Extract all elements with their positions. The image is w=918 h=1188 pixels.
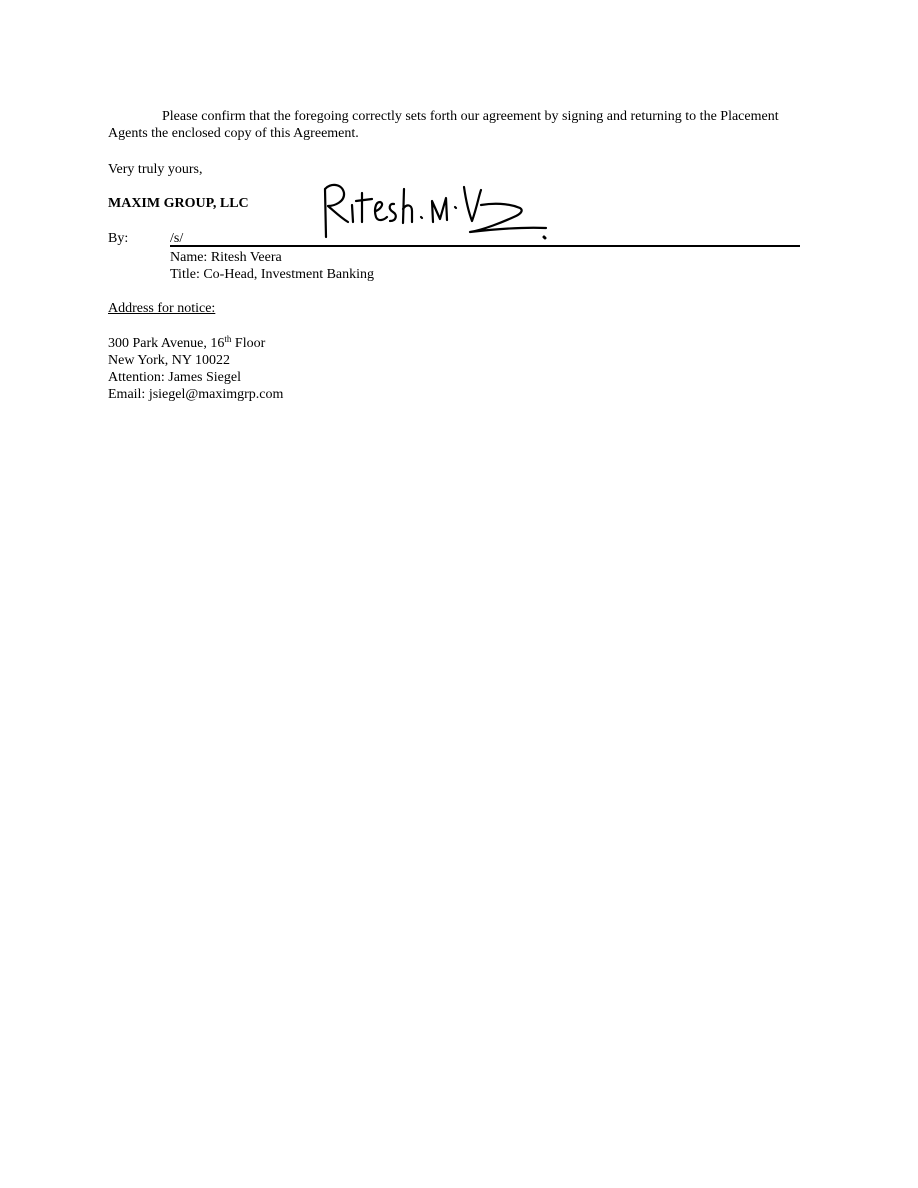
notice-street [108,335,265,352]
handwritten-signature [318,175,563,245]
notice-attention: Attention: James Siegel [108,370,241,385]
notice-street-suffix: Floor [231,336,266,351]
company-name: MAXIM GROUP, LLC [108,196,249,211]
notice-email: Email: jsiegel@maximgrp.com [108,387,284,402]
notice-city: New York, NY 10022 [108,353,230,368]
by-signature-value: /s/ [170,231,184,246]
signer-name: Name: Ritesh Veera [170,250,282,265]
notice-street-prefix: 300 Park Avenue, 16 [108,336,225,351]
confirmation-paragraph: Please confirm that the foregoing correctly sets forth our agreement by signing and returning to the Placement Agents the enclosed copy of this Agreement. [108,109,779,141]
notice-heading: Address for notice: [108,301,216,316]
notice-street-ordinal: th [224,334,232,344]
signer-title: Title: Co-Head, Investment Banking [170,267,375,282]
signature-line [170,245,800,247]
closing-line: Very truly yours, [108,162,203,177]
by-label: By: [108,231,129,246]
